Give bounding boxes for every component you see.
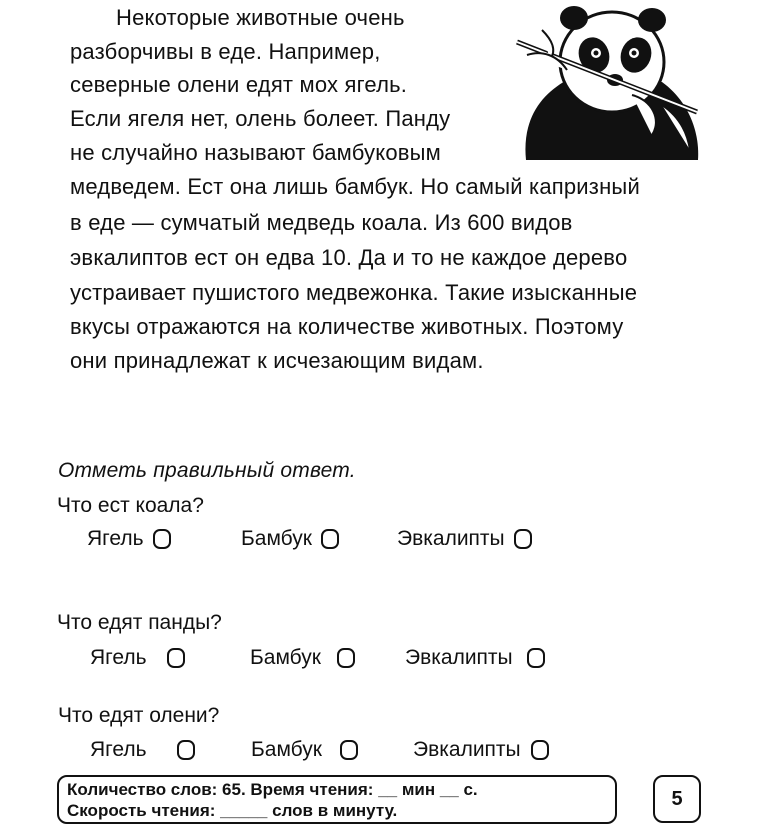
question-1: Что ест коала? [57, 494, 204, 517]
option-label: Эвкалипты [413, 738, 521, 761]
task-instruction: Отметь правильный ответ. [58, 459, 356, 482]
q3-option-bambuk[interactable] [251, 738, 358, 762]
checkbox[interactable] [527, 648, 545, 668]
checkbox[interactable] [337, 648, 355, 668]
q3-option-evkalipty[interactable] [413, 738, 549, 762]
q3-option-yagel[interactable] [90, 738, 195, 762]
passage-line-9: устраивает пушистого медвежонка. Такие изысканные [70, 280, 638, 305]
passage-line-2: разборчивы в еде. Например, [70, 39, 381, 64]
page-number: 5 [653, 775, 701, 823]
passage-line-3: северные олени едят мох ягель. [70, 72, 408, 97]
q1-option-yagel[interactable] [87, 527, 171, 551]
passage-line-4: Если ягеля нет, олень болеет. Панду [70, 106, 451, 131]
passage-line-8: эвкалиптов ест он едва 10. Да и то не каждое дерево [70, 245, 628, 270]
question-3: Что едят олени? [58, 704, 220, 727]
q1-option-evkalipty[interactable] [397, 527, 532, 551]
checkbox[interactable] [340, 740, 358, 760]
option-label: Эвкалипты [397, 527, 505, 550]
option-label: Ягель [90, 646, 147, 669]
q1-option-bambuk[interactable] [241, 527, 339, 551]
word-count-line: Количество слов: 65. Время чтения: __ мин __ с. [67, 780, 478, 799]
q2-option-evkalipty[interactable] [405, 646, 545, 670]
option-label: Бамбук [250, 646, 321, 669]
panda-illustration-icon [512, 0, 702, 165]
checkbox[interactable] [177, 740, 195, 760]
checkbox[interactable] [321, 529, 339, 549]
option-label: Ягель [87, 527, 144, 550]
q2-option-bambuk[interactable] [250, 646, 355, 670]
checkbox[interactable] [167, 648, 185, 668]
passage-line-11: они принадлежат к исчезающим видам. [70, 348, 484, 373]
q2-option-yagel[interactable] [90, 646, 185, 670]
reading-speed-line: Скорость чтения: _____ слов в минуту. [67, 801, 398, 820]
option-label: Эвкалипты [405, 646, 513, 669]
option-label: Бамбук [241, 527, 312, 550]
checkbox[interactable] [531, 740, 549, 760]
question-2: Что едят панды? [57, 611, 222, 634]
option-label: Ягель [90, 738, 147, 761]
checkbox[interactable] [153, 529, 171, 549]
reading-stats-box [57, 775, 617, 824]
checkbox[interactable] [514, 529, 532, 549]
option-label: Бамбук [251, 738, 322, 761]
passage-line-7: в еде — сумчатый медведь коала. Из 600 видов [70, 210, 573, 235]
passage-line-6: медведем. Ест она лишь бамбук. Но самый капризный [70, 174, 640, 199]
passage-line-1: Некоторые животные очень [116, 5, 405, 30]
passage-line-10: вкусы отражаются на количестве животных. Поэтому [70, 314, 624, 339]
passage-line-5: не случайно называют бамбуковым [70, 140, 441, 165]
